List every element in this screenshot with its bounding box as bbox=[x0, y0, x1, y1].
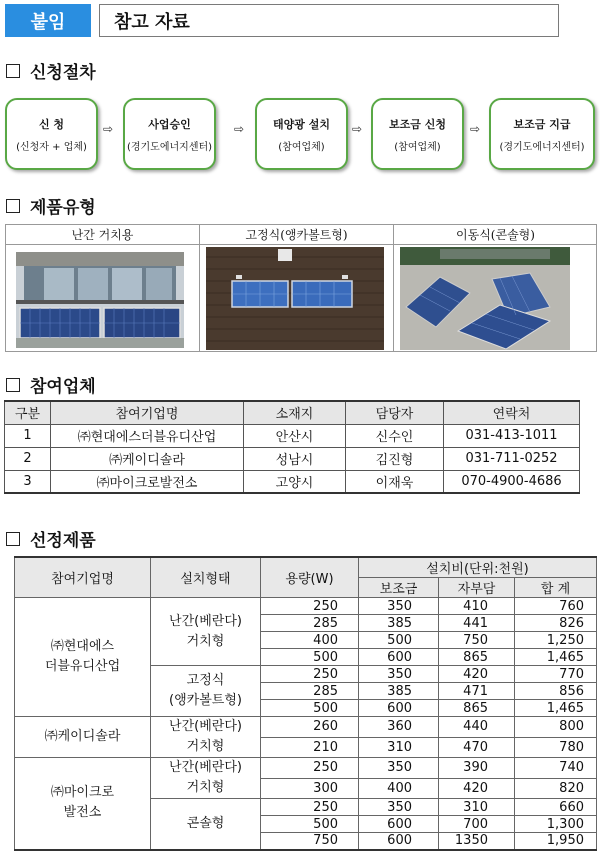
column-header: 설치비(단위:천원) bbox=[359, 557, 597, 578]
value-cell: 500 bbox=[261, 816, 359, 833]
value-cell: 865 bbox=[439, 649, 515, 666]
company-cell: ㈜케이디솔라 bbox=[15, 717, 151, 758]
column-header: 보조금 bbox=[359, 578, 439, 598]
column-header: 합 계 bbox=[515, 578, 597, 598]
flow-step-sub: (경기도에너지센터) bbox=[126, 141, 213, 153]
selected-products-table bbox=[14, 556, 597, 851]
value-cell: 600 bbox=[359, 816, 439, 833]
table-cell: ㈜현대에스더블유디산업 bbox=[51, 424, 244, 447]
table-row bbox=[5, 470, 580, 493]
value-cell: 410 bbox=[439, 598, 515, 615]
value-cell: 350 bbox=[359, 758, 439, 779]
section-title: 신청절차 bbox=[30, 63, 96, 83]
value-cell: 250 bbox=[261, 758, 359, 779]
product-type-label: 이동식(콘솔형) bbox=[394, 225, 597, 245]
flow-step-title: 태양광 설치 bbox=[273, 117, 330, 131]
value-cell: 760 bbox=[515, 598, 597, 615]
value-cell: 350 bbox=[359, 666, 439, 683]
table-row bbox=[5, 424, 580, 447]
value-cell: 470 bbox=[439, 737, 515, 758]
value-cell: 600 bbox=[359, 833, 439, 850]
value-cell: 660 bbox=[515, 799, 597, 816]
value-cell: 600 bbox=[359, 649, 439, 666]
value-cell: 385 bbox=[359, 683, 439, 700]
section-title: 선정제품 bbox=[30, 531, 96, 551]
table-cell: 031-711-0252 bbox=[444, 447, 580, 470]
flow-step bbox=[123, 98, 216, 170]
value-cell: 350 bbox=[359, 799, 439, 816]
value-cell: 420 bbox=[439, 778, 515, 799]
table-cell: 성남시 bbox=[244, 447, 346, 470]
section-companies bbox=[6, 372, 96, 397]
value-cell: 360 bbox=[359, 717, 439, 738]
table-cell: 031-413-1011 bbox=[444, 424, 580, 447]
value-cell: 856 bbox=[515, 683, 597, 700]
column-header: 참여기업명 bbox=[15, 557, 151, 598]
table-header-row bbox=[5, 401, 580, 424]
value-cell: 1,465 bbox=[515, 700, 597, 717]
value-cell: 740 bbox=[515, 758, 597, 779]
column-header: 소재지 bbox=[244, 401, 346, 424]
value-cell: 500 bbox=[261, 649, 359, 666]
table-cell: 고양시 bbox=[244, 470, 346, 493]
table-cell: ㈜케이디솔라 bbox=[51, 447, 244, 470]
value-cell: 300 bbox=[261, 778, 359, 799]
section-selected-products bbox=[6, 526, 96, 551]
value-cell: 500 bbox=[359, 632, 439, 649]
table-cell: 이재욱 bbox=[346, 470, 444, 493]
arrow-right-icon: ⇨ bbox=[234, 122, 245, 136]
column-header: 담당자 bbox=[346, 401, 444, 424]
table-cell: 안산시 bbox=[244, 424, 346, 447]
table-cell: 2 bbox=[5, 447, 51, 470]
company-table bbox=[4, 400, 580, 494]
install-type-cell: 콘솔형 bbox=[151, 799, 261, 850]
flow-step-title: 신 청 bbox=[38, 117, 65, 131]
attachment-badge: 붙임 bbox=[5, 4, 91, 37]
table-row bbox=[15, 717, 597, 738]
install-type-cell: 고정식 (앵카볼트형) bbox=[151, 666, 261, 717]
column-header: 설치형태 bbox=[151, 557, 261, 598]
value-cell: 750 bbox=[439, 632, 515, 649]
value-cell: 250 bbox=[261, 598, 359, 615]
console-solar-photo bbox=[400, 247, 570, 350]
value-cell: 400 bbox=[261, 632, 359, 649]
install-type-cell: 난간(베란다) 거치형 bbox=[151, 758, 261, 799]
column-header: 참여기업명 bbox=[51, 401, 244, 424]
value-cell: 250 bbox=[261, 666, 359, 683]
value-cell: 440 bbox=[439, 717, 515, 738]
table-header-row bbox=[15, 557, 597, 578]
checkbox-square-icon bbox=[6, 532, 20, 546]
table-row bbox=[15, 598, 597, 615]
flow-step bbox=[489, 98, 595, 170]
value-cell: 471 bbox=[439, 683, 515, 700]
product-type-label: 고정식(앵카볼트형) bbox=[200, 225, 394, 245]
flow-step-sub: (참여업체) bbox=[278, 141, 325, 153]
arrow-right-icon: ⇨ bbox=[352, 122, 363, 136]
value-cell: 1,950 bbox=[515, 833, 597, 850]
value-cell: 385 bbox=[359, 615, 439, 632]
value-cell: 1350 bbox=[439, 833, 515, 850]
value-cell: 600 bbox=[359, 700, 439, 717]
section-procedure bbox=[6, 58, 96, 83]
value-cell: 285 bbox=[261, 615, 359, 632]
table-cell: 김진형 bbox=[346, 447, 444, 470]
value-cell: 780 bbox=[515, 737, 597, 758]
value-cell: 310 bbox=[359, 737, 439, 758]
column-header: 연락처 bbox=[444, 401, 580, 424]
value-cell: 310 bbox=[439, 799, 515, 816]
company-cell: ㈜현대에스 더블유디산업 bbox=[15, 598, 151, 717]
value-cell: 800 bbox=[515, 717, 597, 738]
value-cell: 250 bbox=[261, 799, 359, 816]
anchor-bolt-solar-photo bbox=[206, 247, 384, 350]
table-cell: 070-4900-4686 bbox=[444, 470, 580, 493]
column-header: 구분 bbox=[5, 401, 51, 424]
value-cell: 390 bbox=[439, 758, 515, 779]
arrow-right-icon: ⇨ bbox=[470, 122, 481, 136]
balcony-solar-photo bbox=[16, 252, 184, 348]
section-title: 제품유형 bbox=[30, 198, 96, 218]
value-cell: 350 bbox=[359, 598, 439, 615]
product-type-label: 난간 거치용 bbox=[6, 225, 200, 245]
flow-step-title: 보조금 신청 bbox=[389, 117, 446, 131]
value-cell: 1,250 bbox=[515, 632, 597, 649]
value-cell: 820 bbox=[515, 778, 597, 799]
section-product-types bbox=[6, 193, 96, 218]
value-cell: 400 bbox=[359, 778, 439, 799]
procedure-flow bbox=[5, 98, 597, 173]
install-type-cell: 난간(베란다) 거치형 bbox=[151, 598, 261, 666]
checkbox-square-icon bbox=[6, 378, 20, 392]
value-cell: 1,465 bbox=[515, 649, 597, 666]
table-cell: 3 bbox=[5, 470, 51, 493]
table-cell: 신수인 bbox=[346, 424, 444, 447]
install-type-cell: 난간(베란다) 거치형 bbox=[151, 717, 261, 758]
value-cell: 826 bbox=[515, 615, 597, 632]
flow-step-title: 사업승인 bbox=[148, 117, 191, 131]
table-cell: ㈜마이크로발전소 bbox=[51, 470, 244, 493]
flow-step bbox=[5, 98, 98, 170]
value-cell: 260 bbox=[261, 717, 359, 738]
value-cell: 700 bbox=[439, 816, 515, 833]
flow-step-title: 보조금 지급 bbox=[513, 117, 571, 131]
checkbox-square-icon bbox=[6, 64, 20, 78]
product-type-table bbox=[5, 224, 597, 352]
value-cell: 441 bbox=[439, 615, 515, 632]
table-cell: 1 bbox=[5, 424, 51, 447]
flow-step-sub: (신청자 + 업체) bbox=[16, 141, 87, 153]
page-title: 참고 자료 bbox=[99, 4, 559, 37]
value-cell: 210 bbox=[261, 737, 359, 758]
table-row bbox=[5, 447, 580, 470]
value-cell: 770 bbox=[515, 666, 597, 683]
value-cell: 865 bbox=[439, 700, 515, 717]
section-title: 참여업체 bbox=[30, 377, 96, 397]
table-row bbox=[15, 758, 597, 779]
column-header: 자부담 bbox=[439, 578, 515, 598]
flow-step-sub: (참여업체) bbox=[394, 141, 441, 153]
column-header: 용량(W) bbox=[261, 557, 359, 598]
value-cell: 500 bbox=[261, 700, 359, 717]
company-cell: ㈜마이크로 발전소 bbox=[15, 758, 151, 850]
value-cell: 1,300 bbox=[515, 816, 597, 833]
flow-step bbox=[371, 98, 464, 170]
value-cell: 285 bbox=[261, 683, 359, 700]
arrow-right-icon: ⇨ bbox=[103, 122, 114, 136]
checkbox-square-icon bbox=[6, 199, 20, 213]
value-cell: 420 bbox=[439, 666, 515, 683]
flow-step-sub: (경기도에너지센터) bbox=[499, 141, 585, 153]
value-cell: 750 bbox=[261, 833, 359, 850]
flow-step bbox=[255, 98, 348, 170]
